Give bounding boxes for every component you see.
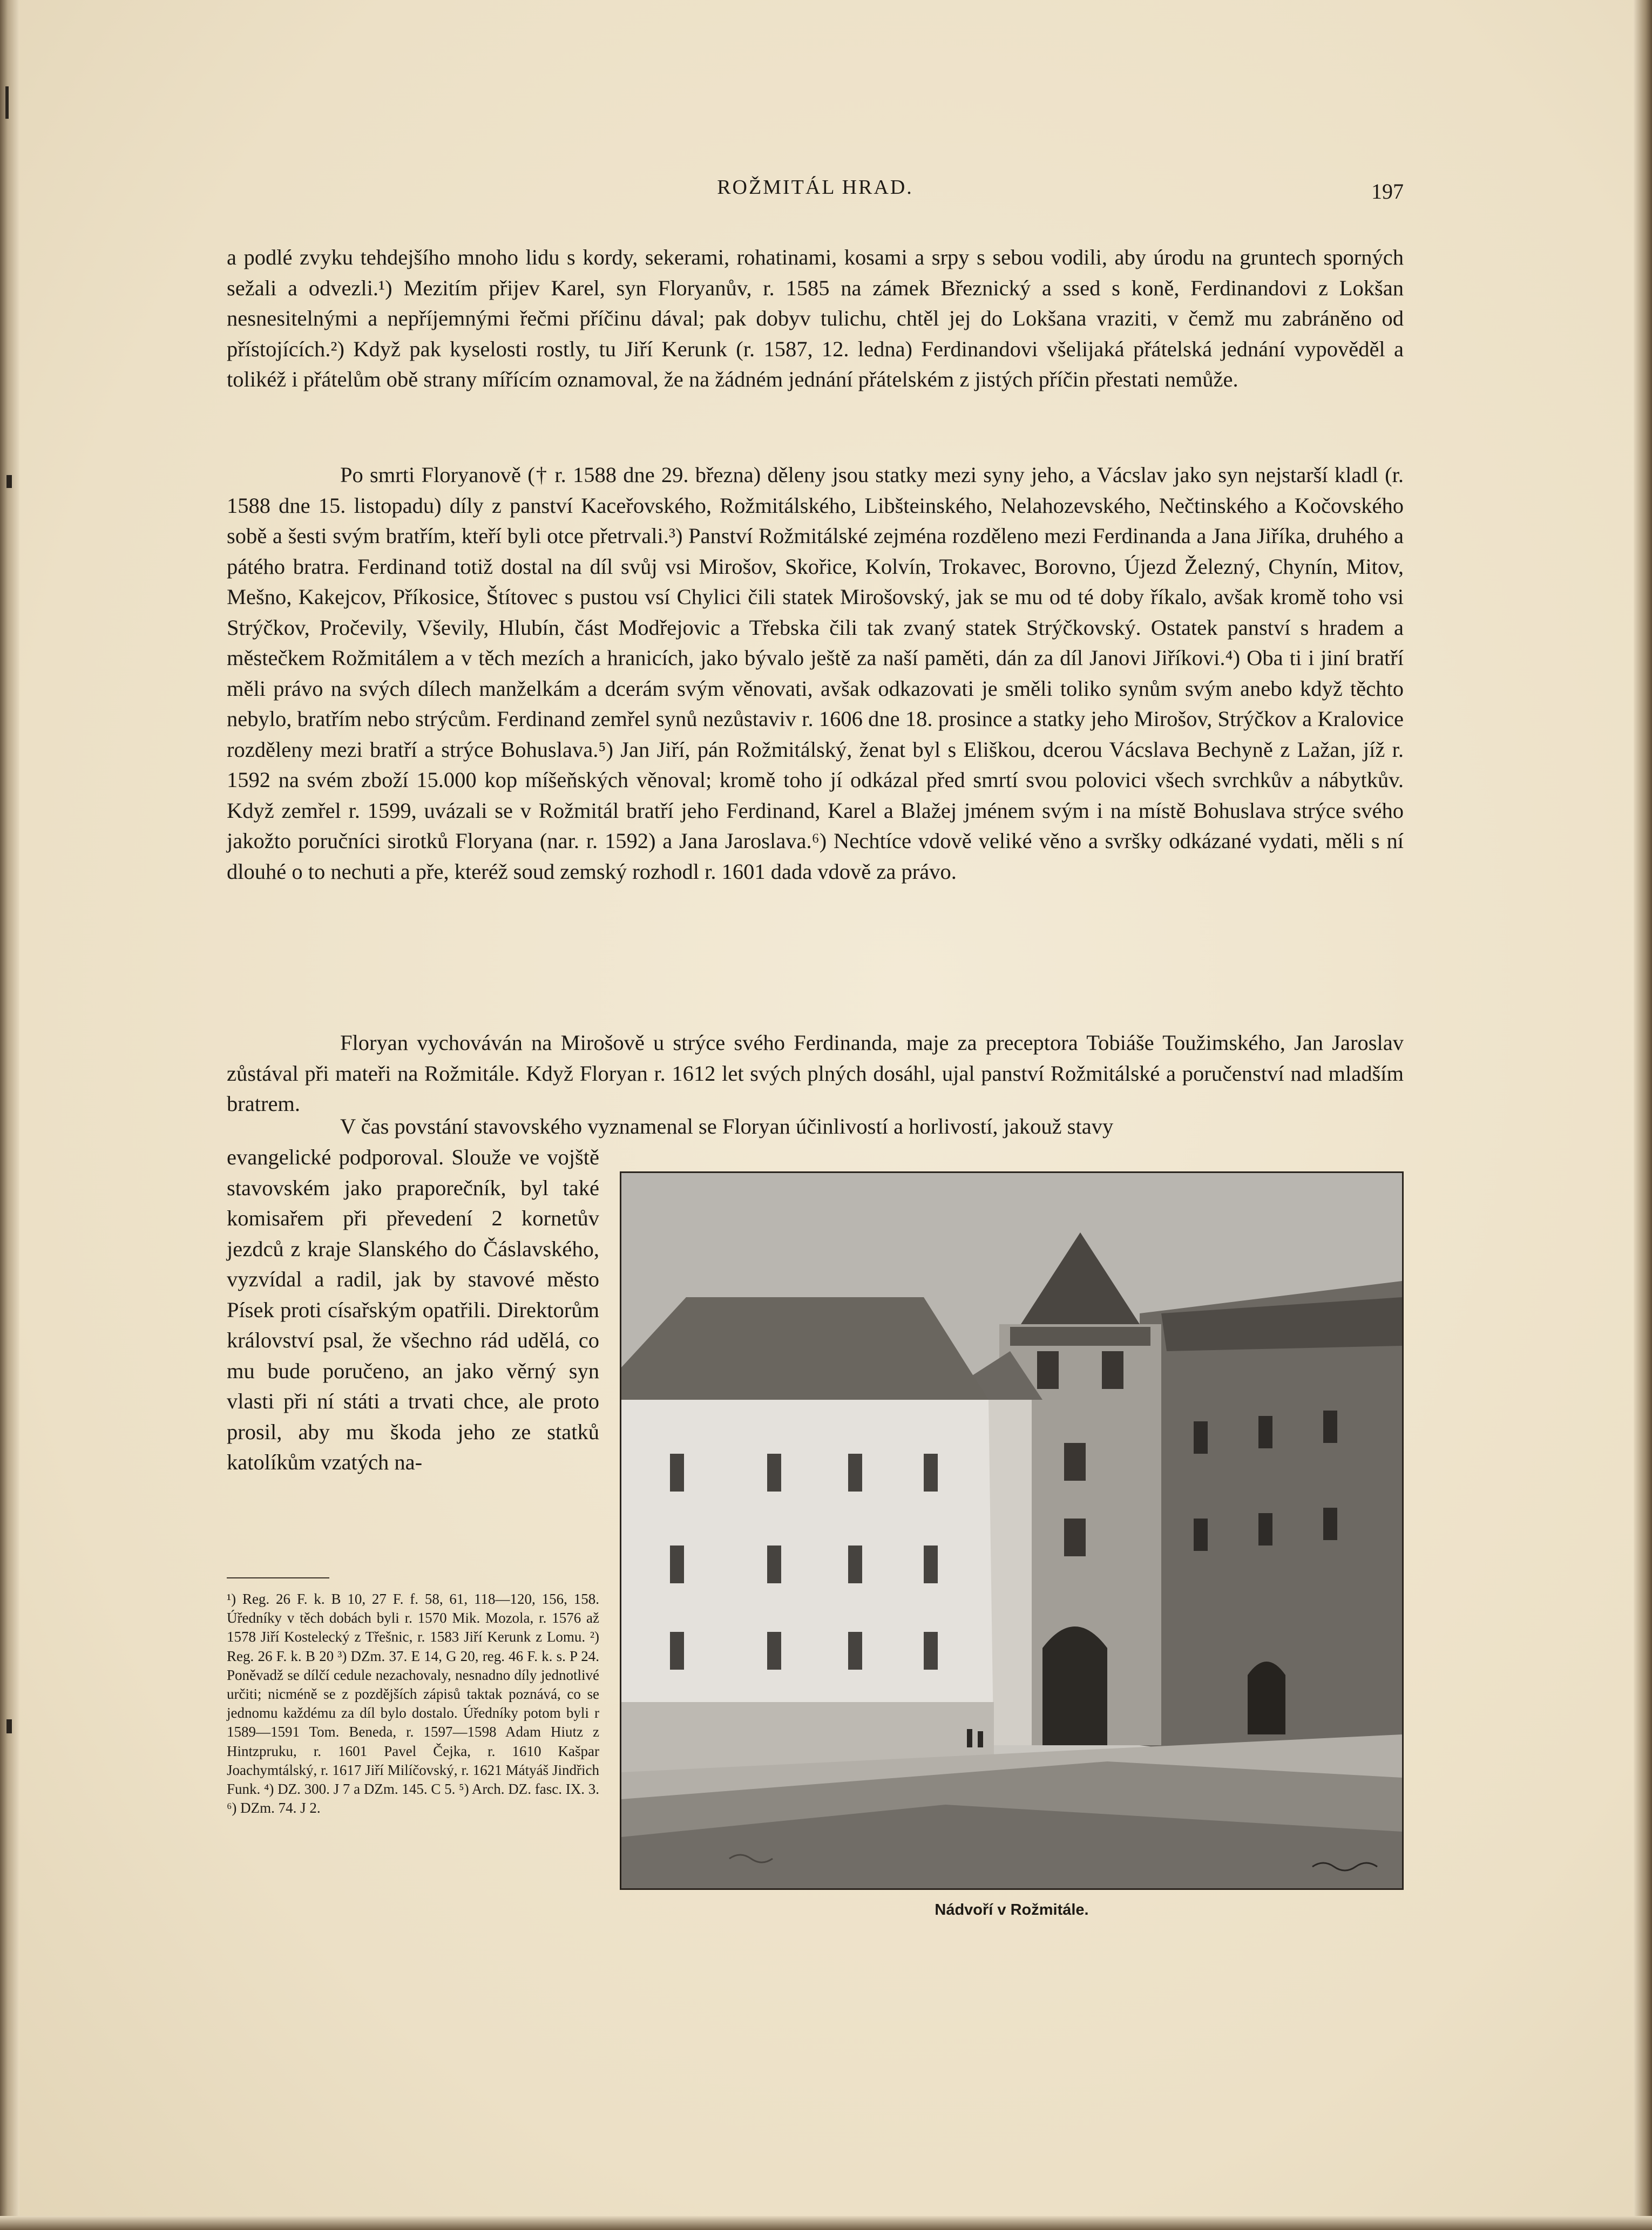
paragraph-4-column: evangelické podporoval. Slouže ve vojště stavovském jako praporečník, byl také komisařem při převedení 2 kornetův jezdců z kraje Slanského do Čáslavského, vyzvídal a radil, jak by stavové město Písek proti císařským opatřili. Direktorům království psal, že všechno rád udělá, co mu bude poručeno, an jako věrný syn vlasti při ní státi a trvati chce, ale proto prosil, aby mu škoda jeho ze statků katolíkům vzatých na- bbox=[227, 1145, 599, 1474]
page-header bbox=[227, 175, 1404, 208]
paragraph-4-first-line: V čas povstání stavovského vyznamenal se Floryan účinlivostí a horlivostí, jakouž stavy bbox=[340, 1114, 1114, 1138]
running-title: ROŽMITÁL HRAD. bbox=[717, 176, 913, 199]
paragraph-2: Po smrti Floryanově († r. 1588 dne 29. března) děleny jsou statky mezi syny jeho, a Vácslav jako syn nejstarší kladl (r. 1588 dne 15. listopadu) díly z panství Kaceřovského, Rožmitálského, Libšteinského, Nelahozevského, Nečtinského a Kočovského sobě a šesti svým bratřím, kteří byli otce přetrvali.³) Panství Rožmitálské zejména rozděleno mezi Ferdinanda a Jana Jiříka, druhého a pátého bratra. Ferdinand totiž dostal na díl svůj vsi Mirošov, Skořice, Kolvín, Trokavec, Borovno, Újezd Železný, Chynín, Mitov, Mešno, Kakejcov, Příkosice, Štítovec s pustou vsí Chylici čili statek Mirošovský, jak se mu od té doby říkalo, avšak kromě toho vsi Strýčkov, Pročevily, Vševily, Hlubín, část Modřejovic a Třebska čili tak zvaný statek Strýčkovský. Ostatek panství s hradem a městečkem Rožmitálem a v těch mezích a hranicích, jako bývalo ještě za naší paměti, dán za díl Janovi Jiříkovi.⁴) Oba ti i jiní bratří měli právo na svých dílech manželkám a dcerám svým věnovati, avšak odkazovati je směli toliko synům svým anebo když těchto nebylo, bratřím nebo strýcům. Ferdinand zemřel synů nezůstaviv r. 1606 dne 18. prosince a statky jeho Mirošov, Strýčkov a Kralovice rozděleny mezi bratří a strýce Bohuslava.⁵) Jan Jiří, pán Rožmitálský, ženat byl s Eliškou, dcerou Vácslava Bechyně z Lažan, jíž r. 1592 na svém zboží 15.000 kop míšeňských věnoval; kromě toho jí odkázal před smrtí svou polovici všech svrchkův a nábytkův. Když zemřel r. 1599, uvázali se v Rožmitál bratří jeho Ferdinand, Karel a Blažej jménem svým i na místě Bohuslava strýce svého jakožto poručníci sirotků Floryana (nar. r. 1592) a Jana Jaroslava.⁶) Nechtíce vdově veliké věno a svršky odkázané vydati, měli s ní dlouhé o to nechuti a pře, kteréž soud zemský rozhodl r. 1601 dada vdově za právo. bbox=[227, 463, 1404, 884]
book-spine-left bbox=[0, 0, 19, 2230]
binding-mark bbox=[6, 475, 12, 488]
paragraph-3: Floryan vychováván na Mirošově u strýce svého Ferdinanda, maje za preceptora Tobiáše Toužimského, Jan Jaroslav zůstával při mateři na Rožmitále. Když Floryan r. 1612 let svých plných dosáhl, ujal panství Rožmitálské a poručenství nad mladším bratrem. bbox=[227, 1031, 1404, 1116]
courtyard-illustration bbox=[620, 1171, 1404, 1890]
footnote-divider bbox=[227, 1577, 329, 1578]
paragraph-1: a podlé zvyku tehdejšího mnoho lidu s kordy, sekerami, rohatinami, kosami a srpy s sebou vodili, aby úrodu na gruntech sporných sežali a odvezli.¹) Mezitím přijev Karel, syn Floryanův, r. 1585 na zámek Březnický a ssed s koně, Ferdinandovi z Lokšan nesnesitelnými a nepříjemnými řečmi příčinu dával; pak dobyv tulichu, chtěl jej do Lokšana vraziti, v čemž mu zabráněno od přístojících.²) Když pak kyselosti rostly, tu Jiří Kerunk (r. 1587, 12. ledna) Ferdinandovi všelijaká přátelská jednání vypověděl a tolikéž i přátelům obě strany mířícím oznamoval, že na žádném jednání přátelském z jistých příčin přestati nemůže. bbox=[227, 245, 1404, 391]
figure-caption: Nádvoří v Rožmitále. bbox=[935, 1901, 1089, 1919]
footnotes: ¹) Reg. 26 F. k. B 10, 27 F. f. 58, 61, 118—120, 156, 158. Úředníky v těch dobách byli r. 1570 Mik. Mozola, r. 1576 až 1578 Jiří Kostelecký z Třešnic, r. 1583 Jiří Kerunk z Lomu. ²) Reg. 26 F. k. B 20 ³) DZm. 37. E 14, G 20, reg. 46 F. k. s. P 24. Poněvadž se dílčí cedule nezachovaly, nesnadno díly jednotlivé určiti; nicméně se z pozdějších zápisů taktak poznává, co se jednomu každému za díl bylo dostalo. Úředníky potom byli r 1589—1591 Tom. Beneda, r. 1597—1598 Adam Hiutz z Hintzpruku, r. 1601 Pavel Čejka, r. 1610 Kašpar Joachymtálský, r. 1617 Jiří Milíčovský, r. 1621 Mátyáš Jindřich Funk. ⁴) DZ. 300. J 7 a DZm. 145. C 5. ⁵) Arch. DZ. fasc. IX. 3. ⁶) DZm. 74. J 2. bbox=[227, 1591, 599, 1816]
binding-mark bbox=[6, 1719, 12, 1733]
book-edge-right bbox=[1634, 0, 1652, 2230]
binding-mark bbox=[5, 86, 9, 119]
book-edge-bottom bbox=[0, 2216, 1652, 2230]
page-number: 197 bbox=[1371, 179, 1404, 204]
